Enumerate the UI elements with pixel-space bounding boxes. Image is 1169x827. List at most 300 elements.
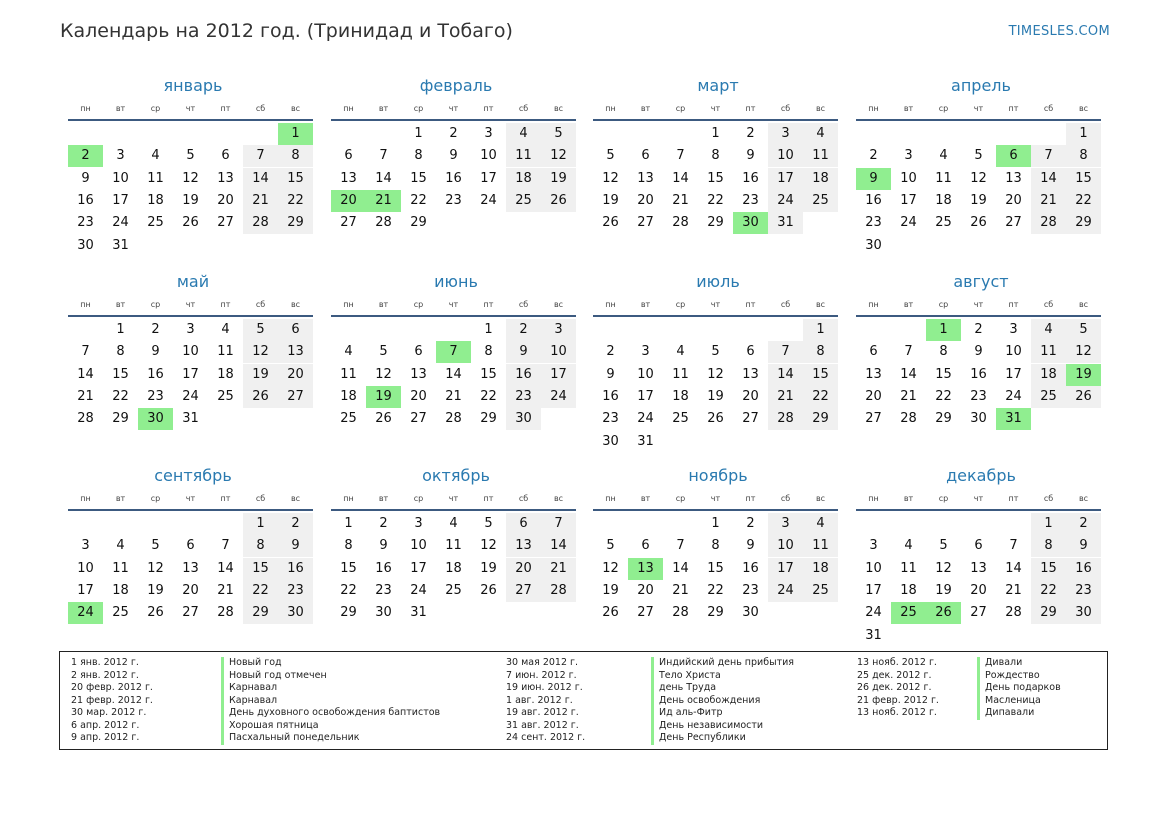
day-cell: 4 — [344, 344, 353, 360]
day-cell: 29 — [803, 408, 838, 430]
day-cell: 31 — [112, 237, 129, 253]
month-name: август — [953, 272, 1009, 291]
day-cell: 21 — [541, 558, 576, 580]
day-cell: 5 — [243, 319, 278, 341]
day-cell: 1 — [711, 126, 720, 141]
day-cell: 29 — [935, 411, 952, 427]
day-cell: 14 — [900, 366, 917, 382]
day-cell: 19 — [602, 582, 619, 598]
holiday-day-cell: 30 — [138, 408, 173, 430]
day-cell: 20 — [742, 388, 759, 404]
day-cell: 4 — [506, 123, 541, 145]
month-name: май — [176, 272, 210, 291]
day-cell: 29 — [410, 215, 427, 231]
day-cell: 22 — [1031, 580, 1066, 602]
month-block — [331, 73, 581, 253]
day-cell: 6 — [974, 538, 983, 554]
weekday-header — [68, 489, 313, 511]
day-cell: 22 — [935, 388, 952, 404]
day-cell: 21 — [243, 190, 278, 212]
day-cell: 17 — [480, 170, 497, 186]
weekday-label: чт — [185, 300, 196, 309]
month-block — [856, 73, 1106, 253]
day-cell: 27 — [970, 605, 987, 621]
legend-holiday-name: День освобождения — [651, 695, 794, 708]
day-cell: 4 — [904, 538, 913, 554]
day-cell: 27 — [506, 580, 541, 602]
day-cell: 9 — [974, 344, 983, 360]
holiday-day-cell: 1 — [926, 319, 961, 341]
day-cell: 20 — [865, 388, 882, 404]
day-cell: 17 — [637, 388, 654, 404]
month-name: январь — [163, 76, 223, 95]
month-block — [68, 463, 318, 643]
day-cell: 18 — [217, 366, 234, 382]
weekday-label: сб — [518, 104, 529, 113]
day-cell: 22 — [410, 192, 427, 208]
weekday-label: вс — [553, 300, 564, 309]
day-cell: 2 — [746, 516, 755, 531]
legend-date: 7 июн. 2012 г. — [506, 669, 577, 681]
legend-date: 1 янв. 2012 г. — [71, 657, 139, 668]
day-cell: 22 — [340, 582, 357, 598]
weekday-label: вс — [1078, 104, 1089, 113]
day-cell: 21 — [1031, 190, 1066, 212]
day-cell: 30 — [865, 237, 882, 253]
weekday-label: вт — [903, 300, 914, 309]
day-cell: 25 — [506, 190, 541, 212]
day-cell: 23 — [375, 582, 392, 598]
weekday-label: сб — [255, 494, 266, 503]
day-cell: 20 — [637, 582, 654, 598]
day-cell: 25 — [147, 215, 164, 231]
weekday-label: вт — [640, 494, 651, 503]
weekday-label: вт — [378, 300, 389, 309]
weekday-label: ср — [150, 104, 161, 113]
day-cell: 7 — [676, 148, 685, 164]
day-cell: 9 — [606, 366, 615, 382]
weekday-label: вс — [553, 494, 564, 503]
legend-date: 20 февр. 2012 г. — [71, 682, 153, 693]
day-cell: 10 — [112, 170, 129, 186]
weekday-label: чт — [710, 494, 721, 503]
day-cell: 3 — [641, 344, 650, 360]
weekday-label: ср — [938, 300, 949, 309]
month-name: июнь — [434, 272, 478, 291]
day-cell: 13 — [506, 535, 541, 557]
legend-date: 25 дек. 2012 г. — [857, 669, 932, 681]
weekday-label: вс — [290, 300, 301, 309]
day-cell: 3 — [904, 148, 913, 164]
day-cell: 28 — [77, 411, 94, 427]
day-cell: 11 — [672, 366, 689, 382]
weekday-label: чт — [448, 494, 459, 503]
day-cell: 24 — [112, 215, 129, 231]
day-cell: 7 — [1031, 145, 1066, 167]
day-cell: 14 — [672, 170, 689, 186]
day-cell: 14 — [77, 366, 94, 382]
legend-holiday-name: Пасхальный понедельник — [221, 732, 440, 745]
day-cell: 16 — [506, 364, 541, 386]
weekday-label: вт — [115, 104, 126, 113]
day-cell: 4 — [1031, 319, 1066, 341]
day-cell: 26 — [182, 215, 199, 231]
legend-holiday-name: День подарков — [977, 682, 1061, 695]
day-cell: 12 — [147, 560, 164, 576]
day-cell: 21 — [672, 582, 689, 598]
legend-holiday-name: Новый год отмечен — [221, 670, 440, 683]
weekday-label: пн — [605, 300, 616, 309]
legend-date: 6 апр. 2012 г. — [71, 719, 140, 731]
weekday-label: вт — [640, 104, 651, 113]
day-cell: 11 — [147, 170, 164, 186]
weekday-label: пт — [483, 300, 494, 309]
day-cell: 5 — [151, 538, 160, 554]
weekday-label: сб — [780, 104, 791, 113]
weekday-label: чт — [185, 104, 196, 113]
weekday-label: вт — [640, 300, 651, 309]
weekday-label: пн — [80, 104, 91, 113]
day-cell: 27 — [1005, 215, 1022, 231]
day-cell: 18 — [803, 558, 838, 580]
day-cell: 7 — [221, 538, 230, 554]
day-cell: 15 — [935, 366, 952, 382]
weekday-label: вс — [1078, 300, 1089, 309]
day-cell: 26 — [243, 386, 278, 408]
day-cell: 23 — [278, 580, 313, 602]
day-cell: 12 — [602, 560, 619, 576]
weekday-label: сб — [780, 300, 791, 309]
day-cell: 1 — [484, 322, 493, 337]
day-cell: 20 — [217, 192, 234, 208]
holiday-day-cell: 2 — [68, 145, 103, 167]
day-cell: 19 — [970, 192, 987, 208]
weekday-label: вт — [378, 104, 389, 113]
day-cell: 8 — [243, 535, 278, 557]
weekday-label: вт — [115, 300, 126, 309]
month-block — [593, 269, 843, 449]
legend-holiday-name: день Труда — [651, 682, 794, 695]
day-cell: 8 — [278, 145, 313, 167]
weekday-label: чт — [448, 104, 459, 113]
day-cell: 15 — [1066, 168, 1101, 190]
day-cell: 7 — [243, 145, 278, 167]
day-cell: 24 — [865, 605, 882, 621]
month-block — [68, 73, 318, 253]
day-cell: 27 — [742, 411, 759, 427]
day-cell: 22 — [480, 388, 497, 404]
weekday-label: ср — [938, 104, 949, 113]
day-cell: 21 — [445, 388, 462, 404]
day-cell: 6 — [869, 344, 878, 360]
day-cell: 28 — [672, 605, 689, 621]
legend-holiday-name: Хорошая пятница — [221, 720, 440, 733]
weekday-label: сб — [1043, 104, 1054, 113]
day-cell: 24 — [1005, 388, 1022, 404]
day-cell: 26 — [970, 215, 987, 231]
day-cell: 13 — [970, 560, 987, 576]
day-cell: 2 — [606, 344, 615, 360]
day-cell: 30 — [77, 237, 94, 253]
day-cell: 6 — [506, 513, 541, 535]
day-cell: 26 — [602, 605, 619, 621]
day-cell: 16 — [602, 388, 619, 404]
day-cell: 18 — [935, 192, 952, 208]
day-cell: 5 — [939, 538, 948, 554]
weekday-label: вс — [815, 300, 826, 309]
day-cell: 10 — [480, 148, 497, 164]
day-cell: 11 — [217, 344, 234, 360]
weekday-label: вс — [290, 104, 301, 113]
legend-holiday-name: День духовного освобождения баптистов — [221, 707, 440, 720]
day-cell: 24 — [541, 386, 576, 408]
day-cell: 2 — [974, 322, 983, 337]
day-cell: 10 — [637, 366, 654, 382]
day-cell: 2 — [506, 319, 541, 341]
day-cell: 3 — [768, 513, 803, 535]
legend-date: 2 янв. 2012 г. — [71, 669, 139, 681]
weekday-label: пт — [745, 494, 756, 503]
day-cell: 5 — [974, 148, 983, 164]
weekday-label: вс — [1078, 494, 1089, 503]
day-cell: 1 — [116, 322, 125, 337]
holiday-day-cell: 13 — [628, 558, 663, 580]
day-cell: 11 — [112, 560, 129, 576]
day-cell: 10 — [768, 535, 803, 557]
legend-holiday-name: Индийский день прибытия — [651, 657, 794, 670]
day-cell: 4 — [676, 344, 685, 360]
day-cell: 1 — [414, 126, 423, 141]
day-cell: 7 — [904, 344, 913, 360]
day-cell: 9 — [379, 538, 388, 554]
day-cell: 13 — [742, 366, 759, 382]
month-name: июль — [696, 272, 740, 291]
weekday-label: ср — [675, 300, 686, 309]
day-cell: 8 — [711, 538, 720, 554]
day-cell: 16 — [742, 170, 759, 186]
legend-date: 26 дек. 2012 г. — [857, 682, 932, 693]
day-cell: 7 — [1009, 538, 1018, 554]
weekday-label: сб — [1043, 300, 1054, 309]
day-cell: 1 — [344, 516, 353, 531]
day-cell: 24 — [410, 582, 427, 598]
day-cell: 18 — [803, 168, 838, 190]
day-cell: 16 — [147, 366, 164, 382]
day-cell: 18 — [900, 582, 917, 598]
day-cell: 2 — [449, 126, 458, 141]
day-cell: 28 — [445, 411, 462, 427]
day-cell: 15 — [278, 168, 313, 190]
day-cell: 28 — [541, 580, 576, 602]
day-cell: 15 — [803, 364, 838, 386]
day-cell: 26 — [147, 605, 164, 621]
day-cell: 25 — [217, 388, 234, 404]
day-cell: 21 — [77, 388, 94, 404]
day-cell: 23 — [77, 215, 94, 231]
day-cell: 18 — [672, 388, 689, 404]
day-cell: 28 — [900, 411, 917, 427]
day-cell: 29 — [480, 411, 497, 427]
day-cell: 14 — [445, 366, 462, 382]
day-cell: 6 — [641, 538, 650, 554]
weekday-label: пн — [868, 104, 879, 113]
day-cell: 11 — [935, 170, 952, 186]
day-cell: 3 — [869, 538, 878, 554]
weekday-label: вт — [115, 494, 126, 503]
day-cell: 9 — [746, 538, 755, 554]
legend-date: 1 авг. 2012 г. — [506, 694, 573, 706]
day-cell: 1 — [1031, 513, 1066, 535]
legend-date: 24 сент. 2012 г. — [506, 732, 586, 743]
day-cell: 27 — [182, 605, 199, 621]
weekday-label: пн — [343, 494, 354, 503]
weekday-label: ср — [675, 104, 686, 113]
day-cell: 2 — [379, 516, 388, 531]
day-cell: 11 — [900, 560, 917, 576]
day-cell: 27 — [637, 605, 654, 621]
day-cell: 5 — [484, 516, 493, 531]
day-cell: 27 — [340, 215, 357, 231]
day-cell: 23 — [742, 582, 759, 598]
day-cell: 1 — [803, 319, 838, 341]
legend-date: 9 апр. 2012 г. — [71, 732, 140, 743]
weekday-label: ср — [150, 494, 161, 503]
holiday-day-cell: 25 — [891, 602, 926, 624]
day-cell: 18 — [506, 168, 541, 190]
site-link[interactable]: TIMESLES.COM — [1008, 24, 1110, 39]
day-cell: 12 — [707, 366, 724, 382]
weekday-label: пн — [605, 104, 616, 113]
day-cell: 8 — [939, 344, 948, 360]
day-cell: 15 — [707, 170, 724, 186]
day-cell: 18 — [340, 388, 357, 404]
weekday-label: чт — [710, 104, 721, 113]
day-cell: 22 — [707, 192, 724, 208]
weekday-label: сб — [518, 300, 529, 309]
day-cell: 22 — [278, 190, 313, 212]
day-cell: 18 — [147, 192, 164, 208]
day-cell: 27 — [410, 411, 427, 427]
legend-name-column — [651, 657, 794, 745]
legend-holiday-name: Дипавали — [977, 707, 1061, 720]
holiday-day-cell: 19 — [366, 386, 401, 408]
day-cell: 23 — [147, 388, 164, 404]
day-cell: 27 — [278, 386, 313, 408]
weekday-label: сб — [780, 494, 791, 503]
legend-holiday-name: Дивали — [977, 657, 1061, 670]
day-cell: 31 — [182, 411, 199, 427]
day-cell: 14 — [1005, 560, 1022, 576]
day-cell: 6 — [221, 148, 230, 164]
day-cell: 25 — [1031, 386, 1066, 408]
day-cell: 17 — [865, 582, 882, 598]
day-cell: 10 — [541, 341, 576, 363]
day-cell: 19 — [243, 364, 278, 386]
day-cell: 9 — [449, 148, 458, 164]
day-cell: 13 — [1005, 170, 1022, 186]
day-cell: 27 — [865, 411, 882, 427]
day-cell: 18 — [112, 582, 129, 598]
legend-holiday-name: Рождество — [977, 670, 1061, 683]
holiday-day-cell: 26 — [926, 602, 961, 624]
day-cell: 29 — [1066, 212, 1101, 234]
day-cell: 4 — [803, 123, 838, 145]
day-cell: 23 — [602, 411, 619, 427]
month-block — [331, 269, 581, 449]
day-cell: 19 — [707, 388, 724, 404]
day-cell: 26 — [707, 411, 724, 427]
month-name: март — [697, 76, 739, 95]
day-cell: 19 — [182, 192, 199, 208]
day-cell: 9 — [1066, 535, 1101, 557]
day-cell: 3 — [541, 319, 576, 341]
holiday-day-cell: 24 — [68, 602, 103, 624]
weekday-label: вс — [815, 494, 826, 503]
day-cell: 16 — [865, 192, 882, 208]
day-cell: 3 — [768, 123, 803, 145]
month-block — [593, 73, 843, 253]
day-cell: 17 — [768, 558, 803, 580]
legend-date-column — [71, 657, 153, 745]
day-cell: 20 — [278, 364, 313, 386]
weekday-label: пт — [220, 300, 231, 309]
day-cell: 10 — [410, 538, 427, 554]
weekday-label: пт — [1008, 104, 1019, 113]
holiday-day-cell: 31 — [996, 408, 1031, 430]
weekday-header — [331, 295, 576, 317]
holiday-day-cell: 30 — [733, 212, 768, 234]
weekday-label: сб — [518, 494, 529, 503]
weekday-header — [593, 99, 838, 121]
day-cell: 25 — [935, 215, 952, 231]
weekday-header — [856, 295, 1101, 317]
weekday-label: пт — [1008, 300, 1019, 309]
day-cell: 8 — [484, 344, 493, 360]
weekday-label: чт — [973, 494, 984, 503]
day-cell: 7 — [676, 538, 685, 554]
holiday-day-cell: 20 — [331, 190, 366, 212]
weekday-label: сб — [255, 104, 266, 113]
day-cell: 3 — [484, 126, 493, 141]
day-cell: 19 — [935, 582, 952, 598]
weekday-label: чт — [710, 300, 721, 309]
weekday-label: пн — [80, 300, 91, 309]
day-cell: 2 — [869, 148, 878, 164]
day-cell: 16 — [77, 192, 94, 208]
day-cell: 25 — [112, 605, 129, 621]
weekday-label: пт — [745, 104, 756, 113]
day-cell: 2 — [746, 126, 755, 141]
day-cell: 15 — [1031, 558, 1066, 580]
day-cell: 12 — [243, 341, 278, 363]
day-cell: 12 — [602, 170, 619, 186]
day-cell: 24 — [768, 580, 803, 602]
day-cell: 30 — [1066, 602, 1101, 624]
day-cell: 3 — [414, 516, 423, 531]
weekday-label: пн — [605, 494, 616, 503]
day-cell: 11 — [445, 538, 462, 554]
holiday-day-cell: 19 — [1066, 364, 1101, 386]
day-cell: 4 — [116, 538, 125, 554]
day-cell: 8 — [1031, 535, 1066, 557]
day-cell: 28 — [243, 212, 278, 234]
legend-holiday-name: Тело Христа — [651, 670, 794, 683]
legend-holiday-name: День Республики — [651, 732, 794, 745]
month-name: февраль — [419, 76, 493, 95]
day-cell: 6 — [414, 344, 423, 360]
day-cell: 21 — [900, 388, 917, 404]
day-cell: 17 — [112, 192, 129, 208]
